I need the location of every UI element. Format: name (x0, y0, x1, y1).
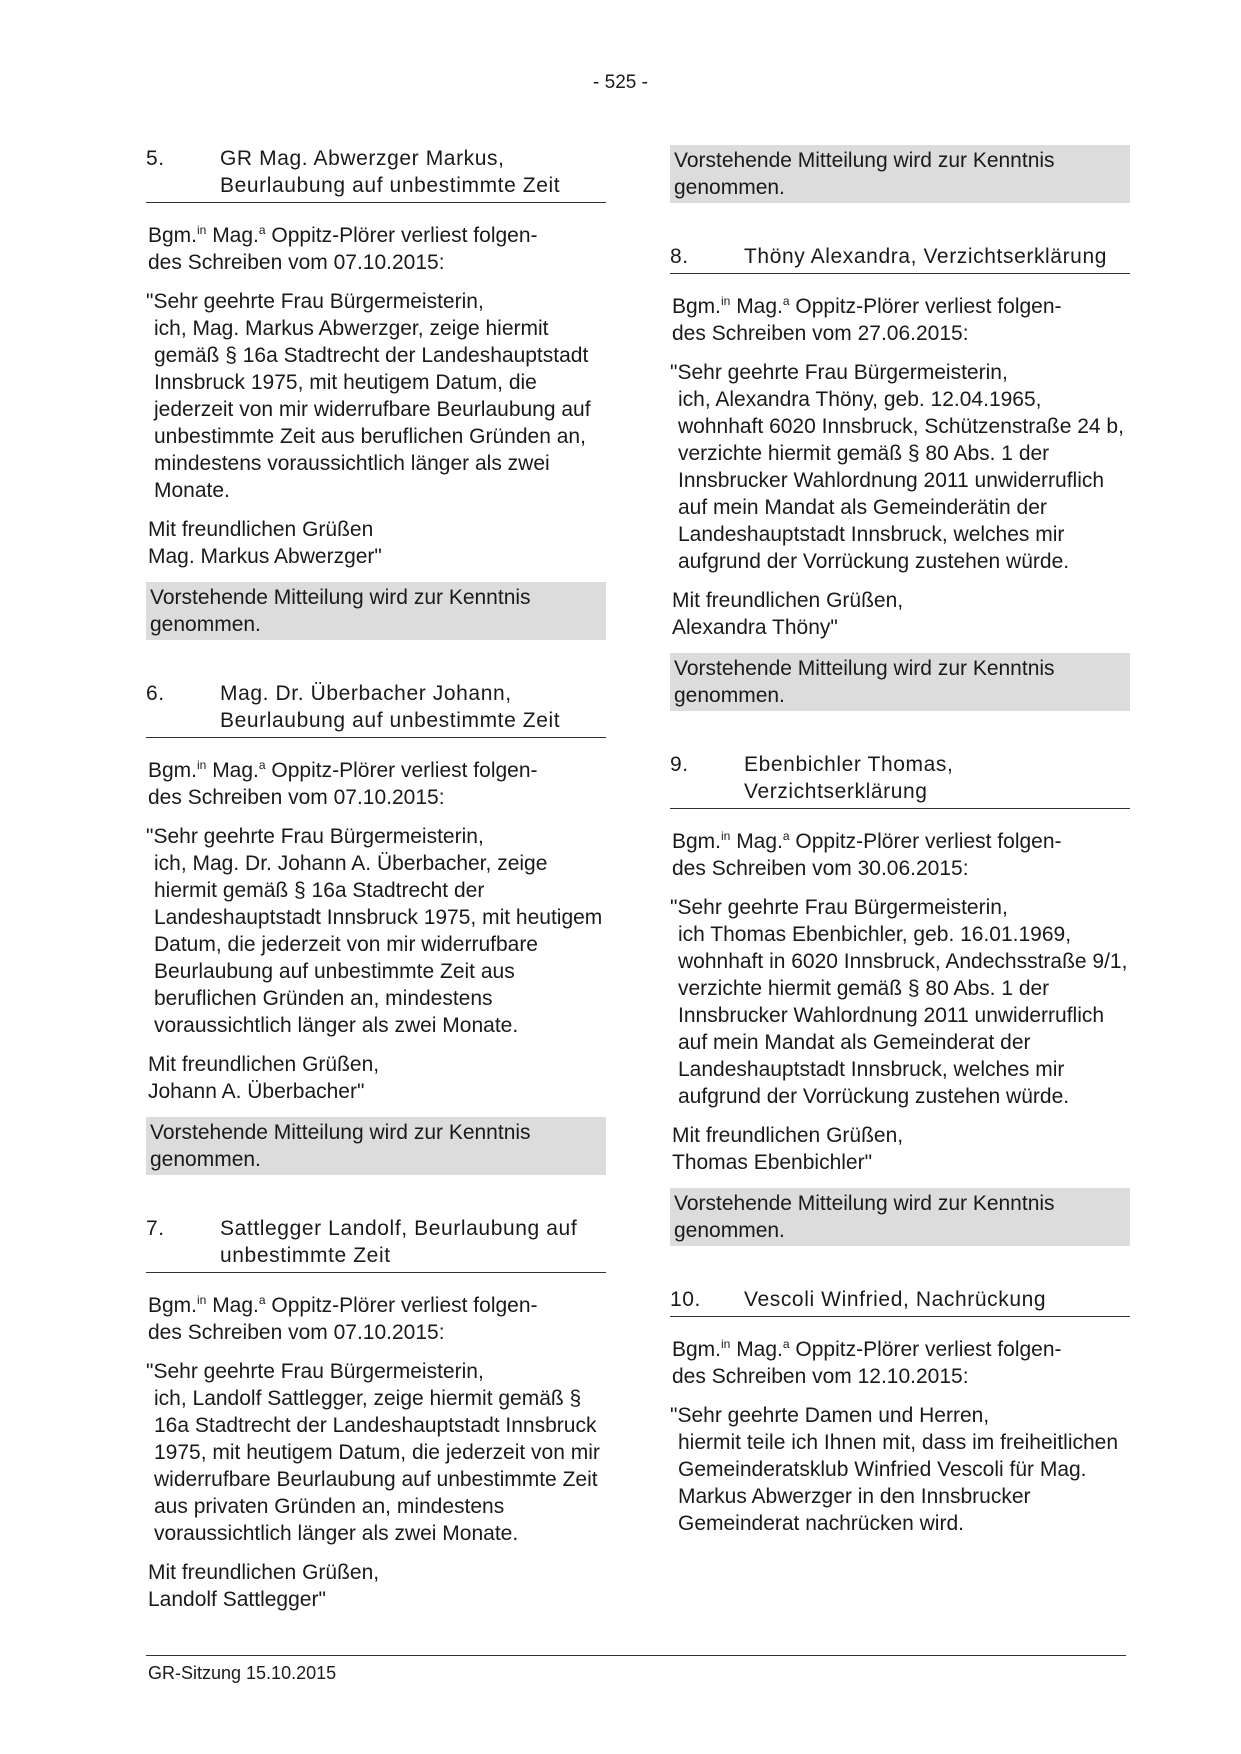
intro-sup: in (721, 294, 731, 308)
footer-text: GR-Sitzung 15.10.2015 (148, 1663, 337, 1683)
acknowledgement-note: Vorstehende Mitteilung wird zur Kenntnis genommen. (670, 653, 1130, 711)
letter-salutation: "Sehr geehrte Damen und Herren, (670, 1404, 990, 1427)
letter-body: ich, Mag. Dr. Johann A. Überbacher, zeige hiermit gemäß § 16a Stadtrecht der Landeshauptstadt Innsbruck 1975, mit heutigem Datum, die jederzeit von mir widerrufbare Beurlaubung auf unbestimmte Zeit aus beruflichen Gründen an, mindestens voraussichtlich länger als zwei Monate. (154, 852, 603, 1037)
intro-sup: a (782, 829, 790, 843)
signature-line: Landolf Sattlegger" (148, 1588, 326, 1611)
section-5 (146, 145, 606, 640)
letter-body: hiermit teile ich Ihnen mit, dass im freiheitlichen Gemeinderatsklub Winfried Vescoli für Mag. Markus Abwerzger in den Innsbrucker Gemeinderat nachrücken wird. (678, 1431, 1119, 1535)
section-6 (146, 680, 606, 1175)
intro-sup: in (721, 1337, 731, 1351)
letter-salutation: "Sehr geehrte Frau Bürgermeisterin, (146, 1360, 484, 1383)
intro-line (672, 823, 1130, 882)
intro-line (148, 217, 606, 276)
intro-prefix: Bgm. (148, 759, 198, 782)
section-number: 8. (670, 245, 689, 268)
letter-body: ich, Mag. Markus Abwerzger, zeige hiermit gemäß § 16a Stadtrecht der Landeshauptstadt Innsbruck 1975, mit heutigem Datum, die jederzeit von mir widerrufbare Beurlaubung auf unbestimmte Zeit aus beruflichen Gründen an, mindestens voraussichtlich länger als zwei Monate. (154, 317, 591, 502)
letter-text (670, 359, 1130, 575)
intro-line (148, 752, 606, 811)
signature-line: Thomas Ebenbichler" (672, 1151, 873, 1174)
intro-sup: a (258, 758, 266, 772)
intro-suffix: Oppitz-Plörer verliest folgen- (789, 1338, 1062, 1361)
section-10 (670, 1286, 1130, 1537)
section-number: 10. (670, 1288, 701, 1311)
intro-sup: in (197, 1293, 207, 1307)
intro-line (672, 288, 1130, 347)
section-heading (670, 751, 1130, 809)
intro-sup: a (782, 1337, 790, 1351)
letter-text (146, 288, 606, 504)
intro-prefix: Bgm. (672, 295, 722, 318)
intro-suffix: Oppitz-Plörer verliest folgen- (265, 1294, 538, 1317)
letter-salutation: "Sehr geehrte Frau Bürgermeisterin, (670, 896, 1008, 919)
section-7 (146, 1215, 606, 1613)
intro-suffix: Oppitz-Plörer verliest folgen- (789, 830, 1062, 853)
intro-sup: in (721, 829, 731, 843)
intro-sup: in (197, 223, 207, 237)
section-heading (146, 145, 606, 203)
acknowledgement-note: Vorstehende Mitteilung wird zur Kenntnis genommen. (670, 1188, 1130, 1246)
intro-mid: Mag. (206, 759, 259, 782)
section-title: Ebenbichler Thomas, Verzichtserklärung (744, 753, 954, 803)
letter-closing (672, 1122, 1130, 1176)
left-column (146, 145, 606, 1625)
closing-line: Mit freundlichen Grüßen, (672, 1124, 904, 1147)
signature-line: Mag. Markus Abwerzger" (148, 545, 382, 568)
intro-prefix: Bgm. (148, 224, 198, 247)
section-title: Vescoli Winfried, Nachrückung (744, 1288, 1047, 1311)
section-8 (670, 243, 1130, 711)
letter-text (670, 1402, 1130, 1537)
section-title: GR Mag. Abwerzger Markus, Beurlaubung auf unbestimmte Zeit (220, 147, 561, 197)
intro-mid: Mag. (206, 1294, 259, 1317)
letter-body: ich Thomas Ebenbichler, geb. 16.01.1969, wohnhaft in 6020 Innsbruck, Andechsstraße 9/1, verzichte hiermit gemäß § 80 Abs. 1 der Innsbrucker Wahlordnung 2011 unwiderruflich auf mein Mandat als Gemeinderat der Landeshauptstadt Innsbruck, welches mir aufgrund der Vorrückung zustehen würde. (678, 923, 1128, 1108)
intro-mid: Mag. (730, 1338, 783, 1361)
section-heading (670, 243, 1130, 274)
acknowledgement-note: Vorstehende Mitteilung wird zur Kenntnis genommen. (670, 145, 1130, 203)
section-number: 9. (670, 753, 689, 776)
section-title: Mag. Dr. Überbacher Johann, Beurlaubung auf unbestimmte Zeit (220, 682, 561, 732)
intro-sup: in (197, 758, 207, 772)
letter-salutation: "Sehr geehrte Frau Bürgermeisterin, (670, 361, 1008, 384)
intro-date: des Schreiben vom 27.06.2015: (672, 322, 969, 345)
intro-mid: Mag. (730, 830, 783, 853)
letter-body: ich, Landolf Sattlegger, zeige hiermit gemäß § 16a Stadtrecht der Landeshauptstadt Innsbruck 1975, mit heutigem Datum, die jederzeit von mir widerrufbare Beurlaubung auf unbestimmte Zeit aus privaten Gründen an, mindestens voraussichtlich länger als zwei Monate. (154, 1387, 600, 1545)
section-heading (670, 1286, 1130, 1317)
intro-suffix: Oppitz-Plörer verliest folgen- (789, 295, 1062, 318)
section-9 (670, 751, 1130, 1246)
closing-line: Mit freundlichen Grüßen (148, 518, 374, 541)
letter-closing (148, 1559, 606, 1613)
intro-sup: a (258, 1293, 266, 1307)
intro-prefix: Bgm. (672, 1338, 722, 1361)
intro-sup: a (782, 294, 790, 308)
letter-body: ich, Alexandra Thöny, geb. 12.04.1965, wohnhaft 6020 Innsbruck, Schützenstraße 24 b, verzichte hiermit gemäß § 80 Abs. 1 der Innsbrucker Wahlordnung 2011 unwiderruflich auf mein Mandat als Gemeinderätin der Landeshauptstadt Innsbruck, welches mir aufgrund der Vorrückung zustehen würde. (678, 388, 1124, 573)
letter-closing (148, 1051, 606, 1105)
intro-sup: a (258, 223, 266, 237)
intro-date: des Schreiben vom 30.06.2015: (672, 857, 969, 880)
acknowledgement-note: Vorstehende Mitteilung wird zur Kenntnis genommen. (146, 582, 606, 640)
intro-line (148, 1287, 606, 1346)
closing-line: Mit freundlichen Grüßen, (148, 1053, 380, 1076)
intro-mid: Mag. (206, 224, 259, 247)
acknowledgement-note: Vorstehende Mitteilung wird zur Kenntnis genommen. (146, 1117, 606, 1175)
closing-line: Mit freundlichen Grüßen, (672, 589, 904, 612)
letter-salutation: "Sehr geehrte Frau Bürgermeisterin, (146, 825, 484, 848)
intro-prefix: Bgm. (148, 1294, 198, 1317)
letter-salutation: "Sehr geehrte Frau Bürgermeisterin, (146, 290, 484, 313)
closing-line: Mit freundlichen Grüßen, (148, 1561, 380, 1584)
intro-prefix: Bgm. (672, 830, 722, 853)
letter-closing (148, 516, 606, 570)
section-title: Sattlegger Landolf, Beurlaubung auf unbestimmte Zeit (220, 1217, 578, 1267)
intro-date: des Schreiben vom 07.10.2015: (148, 251, 445, 274)
letter-closing (672, 587, 1130, 641)
section-number: 7. (146, 1217, 165, 1240)
section-heading (146, 680, 606, 738)
intro-date: des Schreiben vom 07.10.2015: (148, 786, 445, 809)
intro-suffix: Oppitz-Plörer verliest folgen- (265, 224, 538, 247)
intro-date: des Schreiben vom 12.10.2015: (672, 1365, 969, 1388)
section-number: 6. (146, 682, 165, 705)
right-column (670, 145, 1130, 1549)
footer-divider (146, 1655, 1126, 1656)
signature-line: Johann A. Überbacher" (148, 1080, 365, 1103)
intro-date: des Schreiben vom 07.10.2015: (148, 1321, 445, 1344)
section-heading (146, 1215, 606, 1273)
letter-text (670, 894, 1130, 1110)
page-number: - 525 - (593, 72, 648, 93)
signature-line: Alexandra Thöny" (672, 616, 838, 639)
intro-line (672, 1331, 1130, 1390)
section-number: 5. (146, 147, 165, 170)
intro-suffix: Oppitz-Plörer verliest folgen- (265, 759, 538, 782)
letter-text (146, 1358, 606, 1547)
section-title: Thöny Alexandra, Verzichtserklärung (744, 245, 1108, 268)
intro-mid: Mag. (730, 295, 783, 318)
letter-text (146, 823, 606, 1039)
